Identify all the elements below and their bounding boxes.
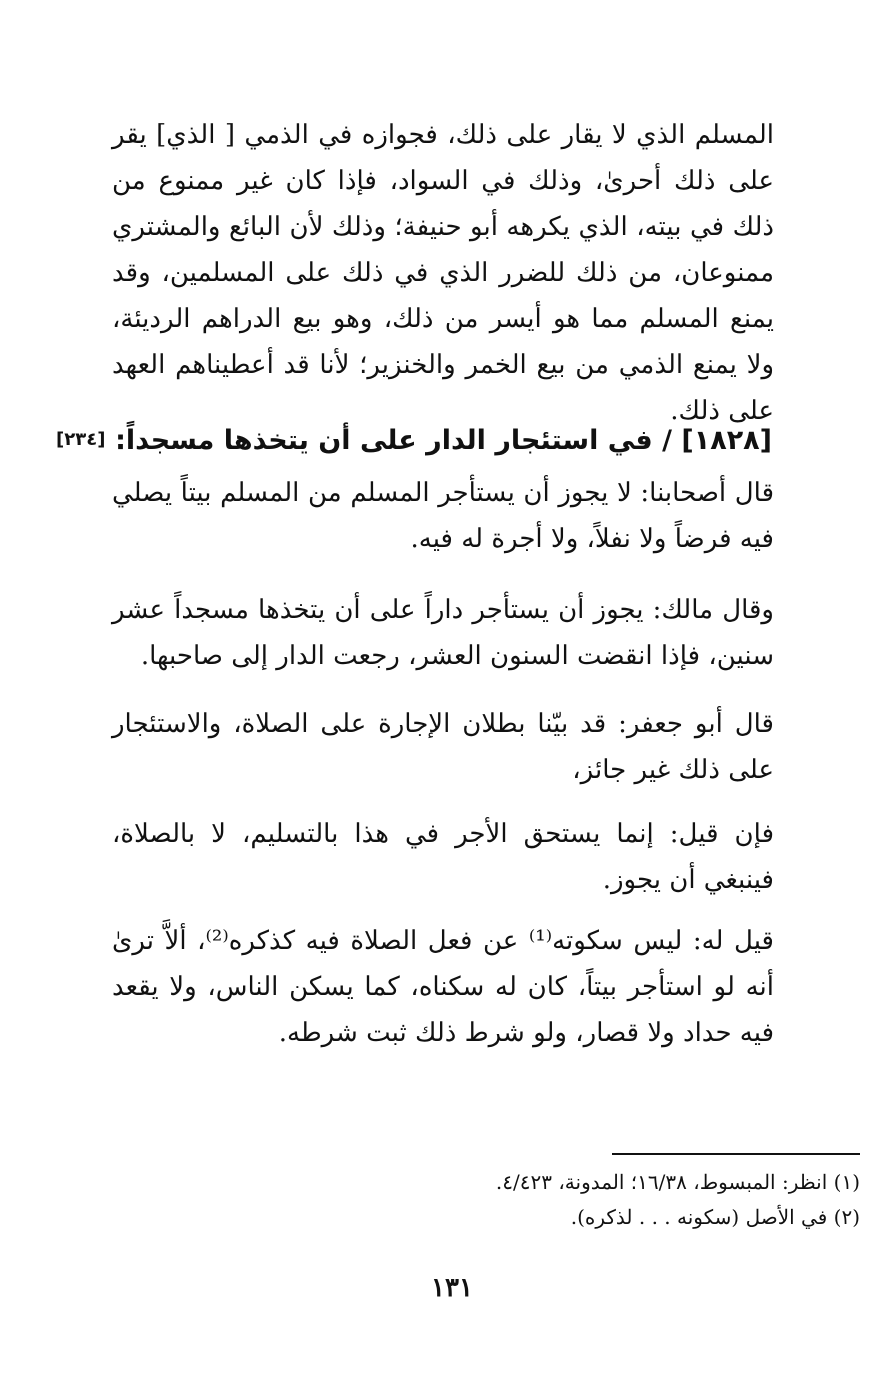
section-heading: [١٨٢٨] / في استئجار الدار على أن يتخذها مسجداً: (115, 425, 772, 456)
paragraph-objection: فإن قيل: إنما يستحق الأجر في هذا بالتسليم، لا بالصلاة، فينبغي أن يجوز. (112, 819, 774, 895)
page-number: ١٣١ (431, 1273, 473, 1303)
footnote-2: (٢) في الأصل (سكونه . . . لذكره). (570, 1205, 860, 1229)
section-heading-row (50, 418, 772, 468)
manuscript-page-reference: [٢٣٤] (56, 429, 106, 450)
paragraph-reply: قيل له: ليس سكوته⁽¹⁾ عن فعل الصلاة فيه كذكره⁽²⁾، ألاَّ ترىٰ أنه لو استأجر بيتاً، كان له سكناه، كما يسكن الناس، ولا يقعد فيه حداد ولا قصار، ولو شرط ذلك ثبت شرطه. (112, 926, 774, 1048)
paragraph-abu-jafar: قال أبو جعفر: قد بيّنا بطلان الإجارة على الصلاة، والاستئجار على ذلك غير جائز، (112, 709, 774, 785)
paragraph-ashabuna: قال أصحابنا: لا يجوز أن يستأجر المسلم من المسلم بيتاً يصلي فيه فرضاً ولا نفلاً، ولا أجرة له فيه. (112, 478, 774, 554)
paragraph-continuation: المسلم الذي لا يقار على ذلك، فجوازه في الذمي [ الذي] يقر على ذلك أحرىٰ، وذلك في السواد، فإذا كان غير ممنوع من ذلك في بيته، الذي يكرهه أبو حنيفة؛ وذلك لأن البائع والمشتري ممنوعان، من ذلك للضرر الذي في ذلك على المسلمين، وقد يمنع المسلم مما هو أيسر من ذلك، وهو بيع الدراهم الرديئة، ولا يمنع الذمي من بيع الخمر والخنزير؛ لأنا قد أعطيناهم العهد على ذلك. (112, 120, 774, 426)
paragraph-malik: وقال مالك: يجوز أن يستأجر داراً على أن يتخذها مسجداً عشر سنين، فإذا انقضت السنون العشر، رجعت الدار إلى صاحبها. (112, 595, 774, 671)
footnote-1: (١) انظر: المبسوط، ١٦/٣٨؛ المدونة، ٤/٤٢٣. (495, 1170, 860, 1194)
footnote-divider (612, 1153, 860, 1155)
